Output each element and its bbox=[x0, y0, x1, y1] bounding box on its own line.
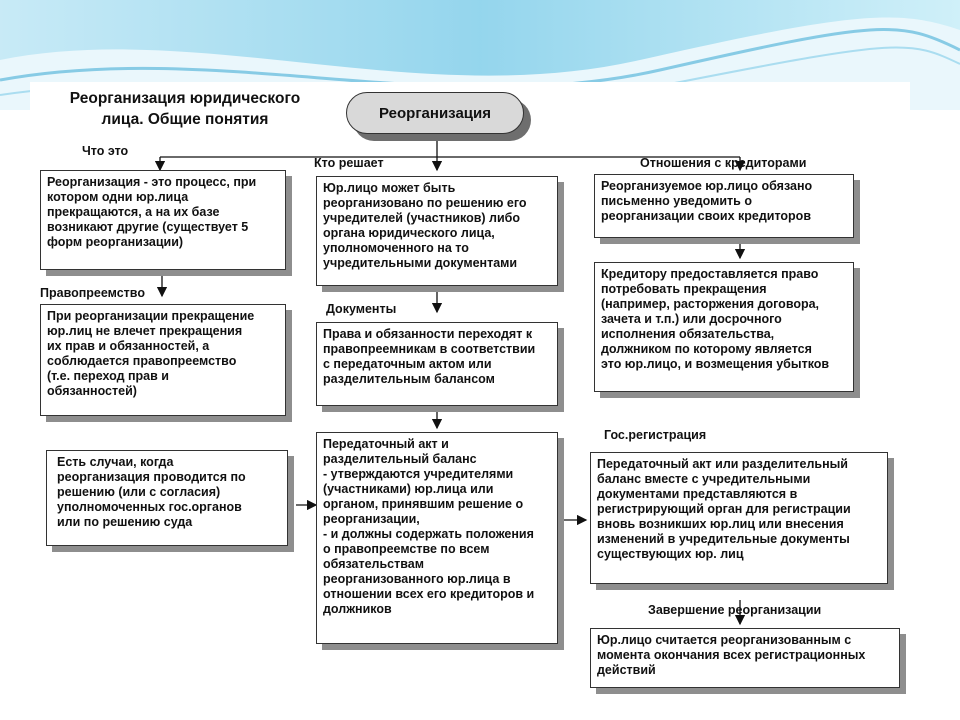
box-creditor-rights: Кредитору предоставляется право потребовать прекращения (например, расторжения договора, зачета и т.п.) или досрочного исполнения обязательства, должником по которому является это юр.лицо, и возмещения убытков bbox=[594, 262, 854, 392]
box-succession: При реорганизации прекращение юр.лиц не влечет прекращения их прав и обязанностей, а соблюдается правопреемство (т.е. переход прав и обязанностей) bbox=[40, 304, 286, 416]
label-completion: Завершение реорганизации bbox=[648, 603, 822, 617]
box-what-it-is: Реорганизация - это процесс, при котором одни юр.лица прекращаются, а на их базе возникают другие (существует 5 форм реорганизации) bbox=[40, 170, 286, 270]
label-creditors: Отношения с кредиторами bbox=[640, 156, 807, 170]
box-special-cases: Есть случаи, когда реорганизация проводится по решению (или с согласия) уполномоченных гос.органов или по решению суда bbox=[46, 450, 288, 546]
box-state-registration: Передаточный акт или разделительный баланс вместе с учредительными документами представляются в регистрирующий орган для регистрации вновь возникших юр.лиц или внесения изменений в учредительные документы существующих юр. лиц bbox=[590, 452, 888, 584]
box-completion: Юр.лицо считается реорганизованным с момента окончания всех регистрационных действий bbox=[590, 628, 900, 688]
root-node-label: Реорганизация bbox=[379, 104, 491, 122]
box-who-decides: Юр.лицо может быть реорганизовано по решению его учредителей (участников) либо органа юридического лица, уполномоченного на то учредительными документами bbox=[316, 176, 558, 286]
diagram-title: Реорганизация юридического лица. Общие понятия bbox=[69, 90, 301, 128]
label-succession: Правопреемство bbox=[40, 286, 145, 300]
box-rights-transfer: Права и обязанности переходят к правопреемникам в соответствии с передаточным актом или разделительным балансом bbox=[316, 322, 558, 406]
label-who: Кто решает bbox=[314, 156, 384, 170]
label-registration: Гос.регистрация bbox=[604, 428, 707, 442]
label-documents: Документы bbox=[326, 302, 397, 316]
box-notify-creditors: Реорганизуемое юр.лицо обязано письменно уведомить о реорганизации своих кредиторов bbox=[594, 174, 854, 238]
box-transfer-act: Передаточный акт и разделительный баланс - утверждаются учредителями (участниками) юр.лица или органом, принявшим решение о реорганизации, - и должны содержать положения о правопреемстве по всем обязательствам реорганизованного юр.лица в отношении всех его кредиторов и должников bbox=[316, 432, 558, 644]
root-node-reorganization bbox=[346, 92, 524, 134]
label-what: Что это bbox=[82, 144, 129, 158]
